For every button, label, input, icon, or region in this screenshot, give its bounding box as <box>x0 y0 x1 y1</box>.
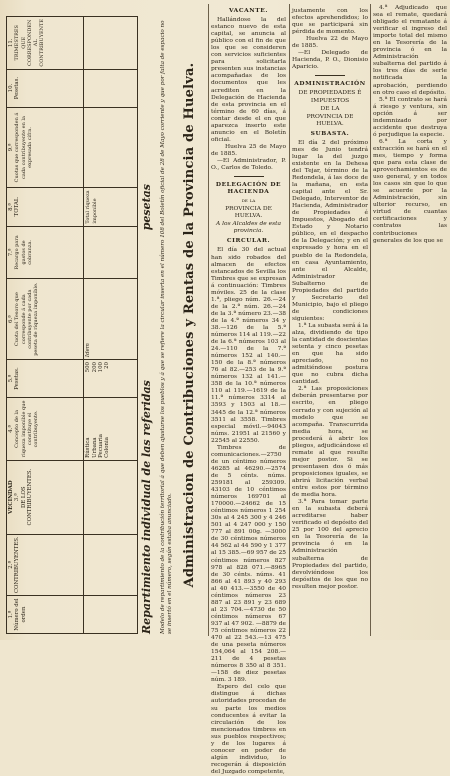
column-divider-2 <box>289 4 290 636</box>
main-title: Administracion de Contribuciones y Rentas de la Provincia de Huelva. <box>182 62 197 588</box>
header-col3 <box>7 460 84 534</box>
value-urbana: 200 <box>91 362 98 373</box>
cell-cuota <box>84 279 138 360</box>
subasta-text: El día 2 del próximo mes de Junio tendrá lugar la del juzgo existente en la Dehesa del Tejar, término de la Redondela, á las doce de la mañana, en esta capital ante el Sr. Delegado, Interventor de Hacienda, Administrador de Propiedades é Impuestos, Abogado del Estado y Notario público, en el despacho de la Delegación; y en el expresado y hora en el pueblo de la Redondela, en casa Ayuntamiento, ante el Alcalde, Administrador Subalterno de Propiedades del partido y Secretario del Municipio, bajo el pliego de condiciones siguientes: <box>292 139 368 322</box>
comunicaciones-text: Timbres de comunicaciones.—2750 de un céntimo números 46285 al 46290.—2574 de 5 cénts. núms. 259181 al 259309. 43103 de 10 céntimos números 169701 al 170000.—24662 de 15 céntimos números 1 254 30s al 4 245 300 y 4 246 501 al 4 247 000 y 150 777 al 891 00g. —3000 de 30 céntimos números 44 562 al 44 590 y 1 377 al 15 385.—69 957 de 25 céntimos números 827 978 al 828 071.—8965 de 30 cénts. núms. 41 866 al 41 893 y 40 293 al 40 413.—3550 de 40 céntimos números 23 887 al 23 891 y 23 689 al 23 704.—4730 de 50 céntimos números 67 937 al 47 902. —8879 de 75 céntimos números 22 470 al 22 543.—13 475 de una peseta números 154,064 al 154 208.—211 de 4 pesetas números 8 350 al 8 351.—158 de diez pesetas núm. 3 189. <box>211 444 286 684</box>
condition-1: 1.ª La subasta será á la alza, dividiendo de tipo la cantidad de doscientas setenta y cinco pesetas en que ha sido apreciado, no admitiéndose postura que no cubra dicha cantidad. <box>292 322 368 386</box>
circular-heading: CIRCULAR. <box>226 237 271 245</box>
section-rule-2 <box>315 75 345 76</box>
cell-cuotas <box>84 107 138 188</box>
administracion-heading: ADMINISTRACIÓN <box>294 80 366 88</box>
delegado-date: Huelva 22 de Mayo de 1885. <box>292 36 368 50</box>
section-rule <box>234 176 264 177</box>
rotated-table-region <box>0 0 208 640</box>
header-col8 <box>7 188 84 226</box>
cell-trimestres <box>84 17 138 70</box>
col7-label: Recargo para gastos de cobranza. <box>14 235 33 270</box>
col6-number: 6.ª <box>8 315 14 323</box>
delegacion-provincia: PROVINCIA DE HUELVA. <box>225 206 272 220</box>
repartimiento-title <box>140 14 153 634</box>
condition-2: 2.ª Las proposiciones deberán presentarse por escrito, en pliego cerrado y con sujeción al modelo que se acompaña. Transcurrida media hora, se procederá á abrir los pliegos, adjudicándose el remate al que resulte mejor postor. Si se presentasen dos ó más proposiciones iguales, se abrirá licitación verbal entre estos por término de media hora. <box>292 386 368 499</box>
header-col5 <box>7 360 84 398</box>
vacante-heading: VACANTE. <box>228 7 269 14</box>
administracion-provincia: PROVINCIA DE HUELVA. <box>306 113 354 127</box>
col11-label: TRIMESTRES QUE CORRESPONDEN AL CONTRIBUYENTE <box>14 18 46 67</box>
repartimiento-table <box>6 16 138 634</box>
col4-number: 4.ª <box>8 425 14 433</box>
rotated-content <box>0 10 204 640</box>
text-column-3 <box>373 5 447 245</box>
administracion-sub: DE PROPIEDADES É IMPUESTOS <box>298 90 362 104</box>
continuation-text: justamente con los efectos aprehendidos; lo que se participará sin pérdida de momento. <box>292 8 368 36</box>
delegado-signature: —El Delegado de Hacienda, P. O., Dionisio Aparicio. <box>292 50 368 71</box>
vacante-signature: —El Administrador, P. O., Carlos de Toledo. <box>211 157 286 172</box>
cell-pesetas-2 <box>84 69 138 107</box>
col2-label: CONTRIBUYENTES. <box>14 536 21 594</box>
text-column-2 <box>292 8 368 591</box>
col5-number: 5.ª <box>8 374 14 383</box>
concept-colonia: Colonia <box>104 437 111 458</box>
col4-label: Concepto de la riqueza imponible que constituye el contribuyente. <box>14 400 40 458</box>
value-colonia: 20 <box>104 362 111 369</box>
table-body-row <box>84 17 138 634</box>
table-header-row <box>7 17 84 634</box>
text-column-1 <box>211 5 286 776</box>
cell-pesetas <box>84 360 138 398</box>
concept-rustica: Rústica <box>85 437 92 458</box>
repartimiento-text: Repartimiento individual de las referidas <box>140 380 153 634</box>
col10-label: Pesetas. <box>14 76 21 100</box>
condition-3: 3.ª Para tomar parte en la subasta deberá acreditarse haber verificado el depósito del 25 por 100 del aprecio en la Tesorería de la provincia ó en la Administración subalterna de Propiedades del partido, devolviéndose los depósitos de los que no resulten mejor postor. <box>292 499 368 590</box>
note-total: Total riqueza imponible <box>85 190 98 224</box>
cell-total <box>84 188 138 226</box>
header-col7 <box>7 226 84 279</box>
condition-5: 5.ª El contrato se hará á riesgo y ventura, sin opción á ser indemnizado por accidente que destruya ó perjudique la especie. <box>373 96 447 138</box>
col9-label: Cuotas que corresponden á cada contribuyente en la expresada cifra. <box>14 112 33 183</box>
col8-label: TOTAL <box>14 197 21 217</box>
administracion-de-la: DE LA <box>320 105 340 112</box>
condition-4: 4.ª Adjudicado que sea el remate, quedará obligado el rematante á verificar el ingreso del importe total del mismo en la Tesorería de la provincia ó en la Administración subalterna del partido á los tres días de serle notificada la aprobación, perdiendo en otro caso el depósito. <box>373 5 447 96</box>
header-col4 <box>7 397 84 460</box>
header-col11 <box>7 17 84 70</box>
cell-order <box>84 596 138 634</box>
condition-6: 6.ª La corta y extracción se hará en el mes, tiempo y forma que para esta clase de aprovechamientos es de uso general, y en todos los casos sin que lo que se acuerde por la Administración, sin ulterior recurso, en virtud de cuantas certificaciones y contratos las contribuciones generales de los que se <box>373 138 447 244</box>
col1-number: 1.ª <box>8 610 14 619</box>
col11-number: 11. <box>8 38 14 48</box>
delegacion-de-la: de la <box>241 198 256 205</box>
header-col2 <box>7 534 84 596</box>
col6-label: Cuota del Tesoro que corresponde á cada contribuyente por cada peseta de riqueza imponible. <box>14 282 40 356</box>
value-rustica: 500 <box>85 362 92 373</box>
model-note: Modelo de repartimiento de la contribución territorial á que deben ajustarse los pueblos y á que se refiere la circular inserta en el número 108 del Boletín oficial de 28 de Mayo corriente y que por falta de espacio no se insertó en el número, según estaba anunciado. <box>160 20 173 634</box>
value-pecuaria: 100 <box>98 362 105 373</box>
col10-number: 10. <box>8 83 14 93</box>
col9-number: 9.ª <box>8 143 14 152</box>
col7-number: 7.ª <box>8 248 14 257</box>
col8-number: 8.ª <box>8 203 14 211</box>
vacante-text: Hallándose la del estanco nuevo de esta capital, se anuncia al público con el fin de que los que se consideren con servicios suficientes para solicitarla presenten sus instancias acompañadas de los documentos que les acrediten en la Delegación de Hacienda de esta provincia en el término de 60 días, á contar desde el en que aparezca inserto este anuncio en el Boletín oficial. <box>211 17 286 143</box>
header-col1 <box>7 596 84 634</box>
concept-pecuaria: Pecuaria <box>98 434 105 458</box>
delegacion-heading: DELEGACIÓN DE HACIENDA <box>215 181 282 196</box>
col5-label: Pesetas. <box>14 367 21 390</box>
column-divider-1 <box>208 4 209 636</box>
col2-number: 2.ª <box>8 560 14 569</box>
header-col9 <box>7 107 84 188</box>
col3-number: 3.ª <box>14 493 21 502</box>
col1-label: Número del orden <box>14 598 27 631</box>
col3-label: DE LOS CONTRIBUYENTES. <box>20 468 33 526</box>
header-col6 <box>7 279 84 360</box>
circular-text: El día 30 del actual han sido robados del almacen de efectos estancados de Sevilla los Timbres que se expresan á continuación: Timbres móviles. 25 de la clase 1.ª, pliego núm. 26.—24 de la 2.ª núm. 26.—24 de la 3.ª número 23.—38 de la 4.ª números 34 y 38.—126 de la 5.ª números 114 al 119.—22 de la 6.ª números 103 al 24.—110 de la 7.ª números 152 al 140.—150 de la 8.ª números 76 al 82.—253 de la 9.ª números 132 al 141.—358 de la 10.ª números 110 al 119.—1619 de la 11.ª números 3314 al 3593 y 1503 al 18.—3445 de la 12.ª números 3511 al 3558. Timbres especial móvil.—94043 núms. 21951 al 21560 y 22545 al 22550. <box>211 247 286 444</box>
note-idem: Idem <box>85 343 92 358</box>
delegacion-to: A los Alcaldes de esta provincia. <box>216 221 281 235</box>
repartimiento-pesetas: pesetas <box>140 184 153 231</box>
concept-urbana: Urbana <box>91 437 98 458</box>
column-divider-3 <box>370 4 371 636</box>
header-col10 <box>7 69 84 107</box>
vecindad-label: VECINDAD <box>8 480 14 514</box>
subasta-heading: SUBASTA. <box>310 129 350 137</box>
circular-closing: Espero del celo que distingue á dichas autoridades procedan de su parte los medios conducentes á evitar la circulación de los mencionados timbres en sus pueblos respectivos; y de los lugares á conocer en poder de algún individuo, lo recogerán á disposición del Juzgado competente, <box>211 684 286 775</box>
cell-recargo <box>84 226 138 279</box>
cell-vecindad <box>84 460 138 534</box>
cell-concept <box>84 397 138 460</box>
cell-contrib <box>84 534 138 596</box>
vacante-date: Huelva 25 de Mayo de 1885. <box>211 143 286 157</box>
